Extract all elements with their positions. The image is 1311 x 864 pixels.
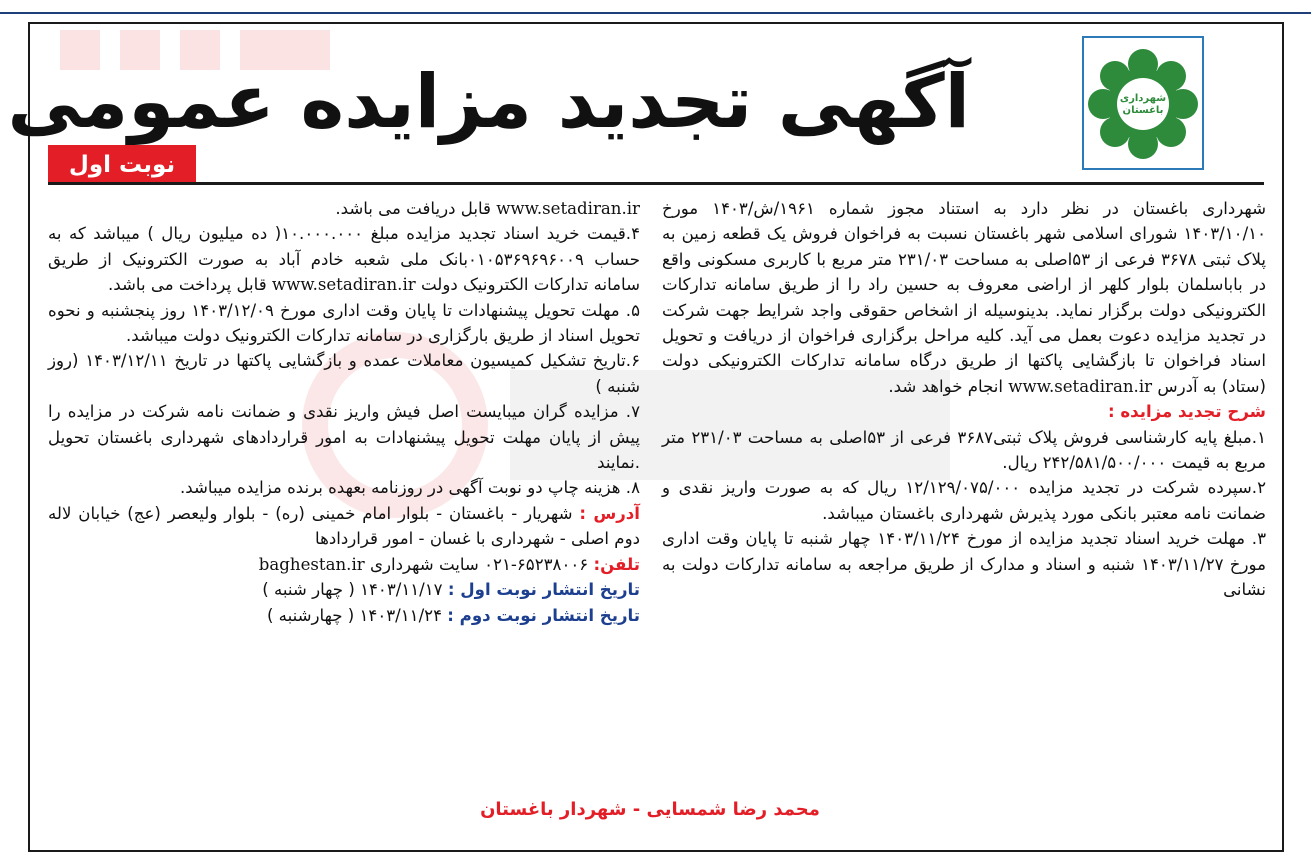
item-4 (48, 221, 640, 297)
website-url: baghestan.ir (258, 554, 365, 574)
municipality-logo (1082, 36, 1204, 170)
continuation (48, 196, 640, 221)
intro-text: شهرداری باغستان در نظر دارد به استناد مجوز شماره ۱۹۶۱/ش/۱۴۰۳ مورخ ۱۴۰۳/۱۰/۱۰ شورای اسلامی شهر باغستان نسبت به فراخوان فروش یک قطعه زمین به پلاک ثبتی ۳۶۷۸ فرعی از ۵۳اصلی به مساحت ۲۳۱/۰۳ متر مربع با کاربری مسکونی واقع در باباسلمان بلوار کلهر از اراضی معروف به حسین راد را از طریق سامانه تدارکات الکترونیکی دولت برگزار نماید. بدینوسیله از اشخاص حقوقی واجد شرایط جهت شرکت در تجدید مزایده دعوت بعمل می آید. کلیه مراحل برگزاری فراخوان از دریافت و تحویل اسناد فراخوان تا بازگشایی پاکتها از طریق درگاه سامانه تدارکات الکترونیکی دولت (ستاد) به آدرس (662, 199, 1266, 396)
intro-paragraph (662, 196, 1266, 399)
publish-1-label: تاریخ انتشار نوبت اول : (447, 580, 640, 600)
address-label: آدرس : (579, 503, 640, 523)
item-4-url: www.setadiran.ir (271, 275, 416, 295)
item-8: ۸. هزینه چاپ دو نوبت آگهی در روزنامه بعهده برنده مزایده میباشد. (180, 478, 640, 498)
publish-2-label: تاریخ انتشار نوبت دوم : (447, 605, 640, 625)
intro-url: www.setadiran.ir (1008, 376, 1153, 396)
intro-end: انجام خواهد شد. (888, 376, 1004, 396)
publish-2-date: ۱۴۰۳/۱۱/۲۴ ( چهارشنبه ) (266, 605, 442, 625)
item-5: ۵. مهلت تحویل پیشنهادات تا پایان وقت اداری مورخ ۱۴۰۳/۱۲/۰۹ روز پنجشنبه و نحوه تحویل اسناد از طریق بارگزاری در سامانه تدارکات الکترونیک دولت میباشد. (48, 300, 640, 346)
item-2: ۲.سپرده شرکت در تجدید مزایده ۱۲/۱۲۹/۰۷۵/۰۰۰ ریال که به صورت واریز نقدی و ضمانت نامه معتبر بانکی مورد پذیرش شهرداری باغستان میباشد. (662, 478, 1267, 523)
item-1: ۱.مبلغ پایه کارشناسی فروش پلاک ثبتی۳۶۸۷ فرعی از ۵۳اصلی به مساحت ۲۳۱/۰۳ متر مربع به قیمت ۲۴۲/۵۸۱/۵۰۰/۰۰۰ ریال. (662, 427, 1267, 473)
top-rule (0, 0, 1311, 14)
item-3: ۳. مهلت خرید اسناد تجدید مزایده از مورخ ۱۴۰۳/۱۱/۲۴ چهار شنبه تا پایان وقت اداری مورخ ۱۴۰۳/۱۱/۲۷ شنبه و اسناد و مدارک از طریق مراجعه به سامانه تدارکات دولت به نشانی (662, 529, 1267, 600)
item-6: ۶.تاریخ تشکیل کمیسیون معاملات عمده و بازگشایی پاکتها در تاریخ ۱۴۰۳/۱۲/۱۱ (روز شنبه ) (48, 351, 640, 396)
header-rule (48, 182, 1264, 185)
signature: محمد رضا شمسایی - شهردار باغستان (480, 799, 820, 820)
round-badge: نوبت اول (48, 145, 196, 185)
item-4-text: ۴.قیمت خرید اسناد تجدید مزایده مبلغ ۱۰.۰۰۰.۰۰۰( ده میلیون ریال ) میباشد که به حساب ۰۱۰۵۳۶۹۶۹۶۰۰۹بانک ملی شعبه خادم آباد به صورت الکترونیک از طریق سامانه تدارکات الکترونیک دولت (48, 224, 640, 295)
section-heading: شرح تجدید مزایده : (1107, 402, 1266, 422)
continuation-text: قابل دریافت می باشد. (335, 199, 491, 218)
continuation-url: www.setadiran.ir (496, 199, 640, 218)
address-text: شهریار - باغستان - بلوار امام خمینی (ره) - بلوار ولیعصر (عج) خیابان لاله دوم اصلی - شهرداری با غسان - امور قراردادها (48, 503, 640, 549)
item-4-end: قابل پرداخت می باشد. (108, 275, 267, 295)
address (48, 501, 640, 552)
publish-1-date: ۱۴۰۳/۱۱/۱۷ ( چهار شنبه ) (262, 580, 443, 600)
phone (48, 552, 640, 577)
right-column (662, 196, 1266, 603)
phone-label: تلفن: (593, 554, 640, 574)
phone-text: ۶۵۲۳۸۰۰۶-۰۲۱ سایت شهرداری (369, 554, 589, 574)
logo-text: شهرداری باغستان (1119, 93, 1167, 116)
publish-date-2 (48, 603, 640, 628)
publish-date-1 (48, 577, 640, 602)
left-column (48, 196, 640, 628)
notice-title: آگهی تجدید مزایده عمومی (7, 59, 970, 145)
item-7: ۷. مزایده گران میبایست اصل فیش واریز نقدی و ضمانت نامه شرکت در مزایده را پیش از پایان مهلت تحویل پیشنهادات به امور قراردادهای شهرداری باغستان تحویل .نمایند (48, 402, 640, 473)
